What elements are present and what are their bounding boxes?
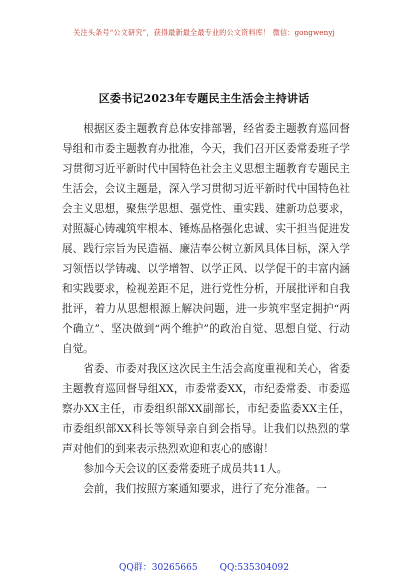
paragraph: 根据区委主题教育总体安排部署，经省委主题教育巡回督导组和市委主题教育办批准，今天，我们召开区委常委班子学习贯彻习近平新时代中国特色社会主义思想主题教育专题民主生活会，会议主题是，深入学习贯彻习近平新时代中国特色社会主义思想，聚焦学思想、强党性、重实践、建新功总要求，对照凝心铸魂筑牢根本、锤炼品格强化忠诚、实干担当促进发展、践行宗旨为民造福、廉洁奉公树立新风具体目标，深入学习领悟以学铸魂、以学增智、以学正风、以学促干的丰富内涵和实践要求，检视差距不足，进行党性分析，开展批评和自我批评，着力从思想根源上解决问题，进一步筑牢坚定拥护“两个确立”、坚决做到“两个维护”的政治自觉、思想自觉、行动自觉。 (62, 123, 350, 355)
qq-number: QQ:535304092 (219, 563, 289, 573)
paragraph: 会前，我们按照方案通知要求，进行了充分准备。一 (83, 483, 327, 495)
document-body (62, 119, 350, 499)
paragraph: 参加今天会议的区委常委班子成员共11人。 (83, 463, 288, 475)
qq-group-number: QQ群：30265665 (119, 563, 198, 573)
promo-banner: 关注头条号“公文研究”，获得最新最全最专业的公文资料库！ 微信：gongwenyj (73, 28, 335, 37)
footer-contact (0, 560, 408, 573)
paragraph: 省委、市委对我区这次民主生活会高度重视和关心，省委主题教育巡回督导组XX，市委常委XX，市纪委常委、市委巡察办XX主任，市委组织部XX副部长，市纪委监委XX主任，市委组织部XX科长等领导亲自到会指导。让我们以热烈的掌声对他们的到来表示热烈欢迎和衷心的感谢！ (62, 363, 350, 455)
document-title: 区委书记2023年专题民主生活会主持讲话 (98, 92, 310, 105)
